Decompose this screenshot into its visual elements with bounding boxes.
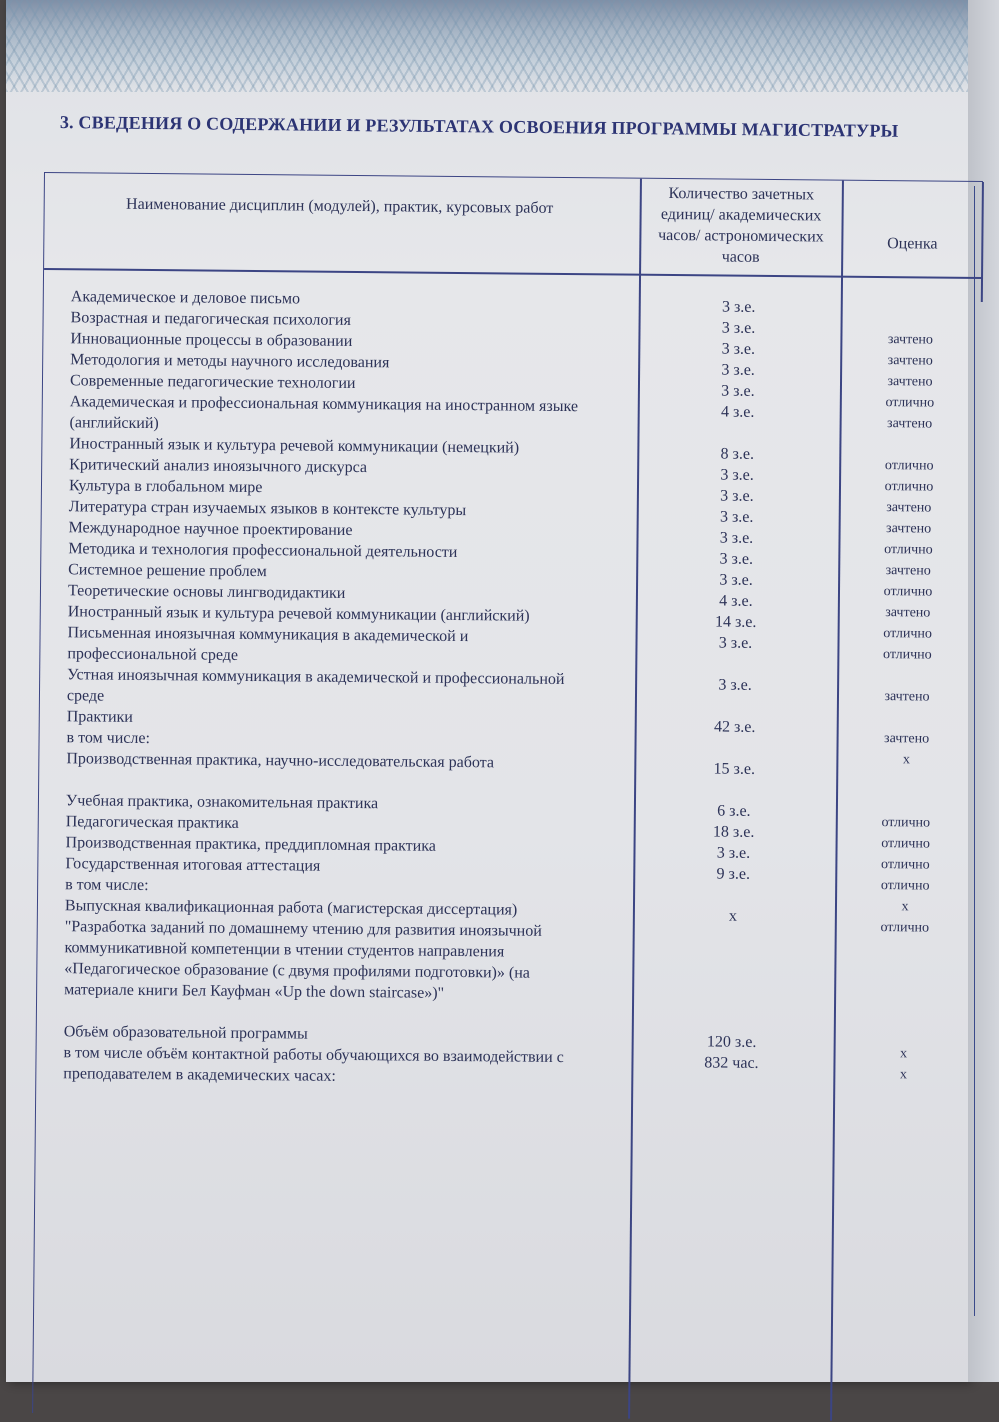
credits-value: 3 з.е. xyxy=(721,361,755,379)
discipline-name: Письменная иноязычная коммуникация в академической и профессиональной среде xyxy=(67,624,469,664)
discipline-name: Практики xyxy=(66,708,133,726)
discipline-name: Критический анализ иноязычного дискурса xyxy=(69,456,368,477)
grade-value: отлично xyxy=(883,626,932,642)
header-credits: Количество зачетных единиц/ академических часов/ астрономических часов xyxy=(658,184,824,266)
credits-value: 3 з.е. xyxy=(720,487,754,505)
table-row xyxy=(36,895,975,1030)
credits-value: 3 з.е. xyxy=(721,298,756,316)
discipline-name: Литература стран изучаемых языков в контексте культуры xyxy=(68,498,467,520)
credits-value: 4 з.е. xyxy=(719,592,753,610)
grade-value: зачтено xyxy=(887,374,933,390)
discipline-name: Культура в глобальном мире xyxy=(68,477,263,497)
discipline-name: Современные педагогические технологии xyxy=(69,372,356,392)
grade-value: х xyxy=(900,1046,908,1062)
discipline-name: Выпускная квалификационная работа (магистерская диссертация) "Разработка заданий по домашнему чтению для развития иноязычной коммуникативной компетенции в чтении студентов направления «Педагогическое образование (с двумя профилями подготовки)» (на материале книги Бел Кауфман «Up the down staircase»)" xyxy=(64,897,542,1002)
discipline-name: Международное научное проектирование xyxy=(68,519,353,539)
grade-value: зачтено xyxy=(886,500,932,516)
header-discipline: Наименование дисциплин (модулей), практик, курсовых работ xyxy=(126,195,554,217)
discipline-name: Государственная итоговая аттестация xyxy=(65,855,321,875)
grade-value: отлично xyxy=(885,395,935,411)
credits-value xyxy=(635,737,835,739)
discipline-name: Академическое и деловое письмо xyxy=(70,288,301,308)
grade-value: зачтено xyxy=(883,731,930,747)
grade-value: зачтено xyxy=(887,353,933,369)
credits-value: 3 з.е. xyxy=(721,382,755,400)
section-title: 3. СВЕДЕНИЯ О СОДЕРЖАНИИ И РЕЗУЛЬТАТАХ ОСВОЕНИЯ ПРОГРАММЫ МАГИСТРАТУРЫ xyxy=(59,112,899,141)
credits-value: 3 з.е. xyxy=(721,319,756,337)
credits-value: 3 з.е. xyxy=(719,508,754,526)
credits-value: 3 з.е. xyxy=(721,340,756,358)
grade-value: зачтено xyxy=(884,689,930,705)
grade-value: зачтено xyxy=(886,521,932,537)
discipline-name: Производственная практика, преддипломная практика xyxy=(65,834,436,855)
discipline-name: Академическая и профессиональная коммуникация на иностранном языке (английский) xyxy=(69,393,579,433)
credits-value: 3 з.е. xyxy=(720,466,754,484)
credits-value: 832 час. xyxy=(704,1054,759,1072)
grade-value: зачтено xyxy=(887,416,933,432)
grade-value: зачтено xyxy=(885,563,931,579)
header-grade: Оценка xyxy=(887,235,938,253)
discipline-name: в том числе: xyxy=(66,729,151,748)
credits-value: 15 з.е. xyxy=(713,760,756,778)
credits-value: 3 з.е. xyxy=(716,844,751,862)
credits-value: 4 з.е. xyxy=(720,403,755,421)
grade-value: х xyxy=(902,752,910,768)
credits-value: 18 з.е. xyxy=(712,823,755,841)
credits-value: 42 з.е. xyxy=(713,718,756,736)
credits-value: 6 з.е. xyxy=(717,802,751,820)
grade-value xyxy=(843,308,979,309)
discipline-name: Иностранный язык и культура речевой коммуникации (немецкий) xyxy=(69,435,520,457)
grade-value: отлично xyxy=(880,920,930,936)
credits-value: 3 з.е. xyxy=(718,676,752,694)
discipline-name: Иностранный язык и культура речевой коммуникации (английский) xyxy=(67,603,530,625)
credits-value: 3 з.е. xyxy=(718,634,753,652)
discipline-name: Системное решение проблем xyxy=(68,561,267,581)
discipline-name: в том числе: xyxy=(65,876,149,895)
discipline-name: Учебная практика, ознакомительная практика xyxy=(65,792,379,813)
discipline-name: Теоретические основы лингводидактики xyxy=(67,582,346,602)
discipline-name: Объём образовательной программы xyxy=(63,1023,308,1043)
grade-value: х xyxy=(901,899,909,915)
grade-value: х xyxy=(899,1067,907,1083)
credits-value: х xyxy=(728,907,737,925)
grade-value: отлично xyxy=(880,878,930,894)
grade-value: отлично xyxy=(881,857,930,873)
discipline-name: Производственная практика, научно-исследовательская работа xyxy=(66,750,495,772)
credits-value: 9 з.е. xyxy=(716,865,751,883)
grade-value: зачтено xyxy=(885,605,931,621)
discipline-name: Устная иноязычная коммуникация в академической и профессиональной среде xyxy=(66,666,565,705)
table-body xyxy=(35,286,981,1093)
grade-value: отлично xyxy=(881,815,931,831)
grade-value xyxy=(838,770,974,771)
discipline-name: в том числе объём контактной работы обучающихся во взаимодействии с преподавателем в академических часах: xyxy=(63,1044,564,1085)
grade-value: отлично xyxy=(883,647,932,663)
credits-value xyxy=(633,884,833,886)
credits-value: 14 з.е. xyxy=(714,613,757,631)
grade-value: отлично xyxy=(883,584,933,600)
discipline-name: Методика и технология профессиональной деятельности xyxy=(68,540,458,561)
discipline-name: Инновационные процессы в образовании xyxy=(70,330,353,350)
credits-value: 3 з.е. xyxy=(719,571,753,589)
grade-value: отлично xyxy=(884,542,933,558)
discipline-name: Методология и методы научного исследования xyxy=(70,351,390,372)
grade-value: отлично xyxy=(881,836,930,852)
discipline-name: Педагогическая практика xyxy=(65,813,239,832)
discipline-name: Возрастная и педагогическая психология xyxy=(70,309,351,329)
credits-value: 3 з.е. xyxy=(719,550,754,568)
grade-value: отлично xyxy=(884,458,934,474)
credits-value: 120 з.е. xyxy=(706,1033,757,1051)
table-row xyxy=(35,1042,973,1093)
grade-value: зачтено xyxy=(887,332,934,348)
grade-value: отлично xyxy=(884,479,934,495)
credits-value: 3 з.е. xyxy=(719,529,754,547)
credits-value: 8 з.е. xyxy=(720,445,755,463)
